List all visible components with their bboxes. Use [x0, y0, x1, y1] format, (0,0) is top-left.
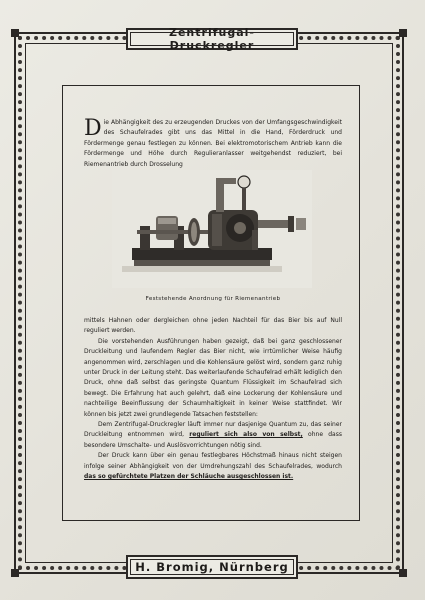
paragraph: [84, 420, 342, 451]
underlined-text: reguliert sich also von selbst,: [189, 431, 303, 439]
intro-text: ie Abhängigkeit des zu erzeugenden Druckes von der Umfangsgeschwindigkeit des Schaufelrades gibt uns das Mittel in die Hand, Förderdruck und Fördermenge genau festlegen zu können. Bei elektromotorischem Antrieb kann die Fördermenge und Höhe durch Regulieranlasser weitgehendst reduziert, bei Riemenantrieb durch Drosselung: [84, 119, 342, 168]
border-corner: [399, 29, 407, 37]
paragraph-text: Dem Zentrifugal-Druckregler läuft immer nur dasjenige Quantum zu, das seiner Druckleitung entnommen wird,: [84, 421, 342, 439]
underlined-text: das so gefürchtete Platzen der Schläuche ausgeschlossen ist.: [84, 473, 294, 481]
body-text: [84, 316, 342, 483]
border-corner: [11, 569, 19, 577]
company-name: H. Bromig, Nürnberg: [126, 555, 298, 579]
border-corner: [399, 569, 407, 577]
paragraph: mittels Hahnen oder dergleichen ohne jeden Nachteil für das Bier bis auf Null reguliert werden.: [84, 317, 342, 335]
paragraph: [84, 451, 342, 482]
drop-cap: D: [84, 116, 102, 141]
border-corner: [11, 29, 19, 37]
pump-illustration: [112, 170, 312, 288]
paragraph-text: ohne dass besondere Umschalte- und Auslösvorrichtungen nötig sind.: [84, 431, 342, 449]
intro-paragraph: [84, 118, 342, 170]
paragraph: Die vorstehenden Ausführungen haben gezeigt, daß bei ganz geschlossener Druckleitung und laufendem Regler das Bier nicht, wie irrtümlicher Weise häufig angenommen wird, zerschlagen und die Kohlensäure gelöst wird, sondern ganz ruhig unter Druck in der Leitung steht. Das weiterlaufende Schaufelrad erhält lediglich den Druck, ohne daß selbst das geringste Quantum Flüssigkeit im Schaufelrad sich bewegt. Die Erfahrung hat auch gelehrt, daß eine Lockerung der Kohlensäure und nachteilige Beeinflussung der Schaumhaltigkeit in keiner Weise stattfindet. Wir können bis jetzt zwei grundlegende Tatsachen feststellen:: [84, 337, 342, 418]
paragraph-text: Der Druck kann über ein genau festlegbares Höchstmaß hinaus nicht steigen infolge seiner Abhängigkeit von der Umdrehungszahl des Schaufelrades, wodurch: [84, 452, 342, 470]
illustration-caption: Feststehende Anordnung für Riemenantrieb: [145, 296, 281, 302]
page-title: Zentrifugal-Druckregler: [126, 28, 298, 50]
